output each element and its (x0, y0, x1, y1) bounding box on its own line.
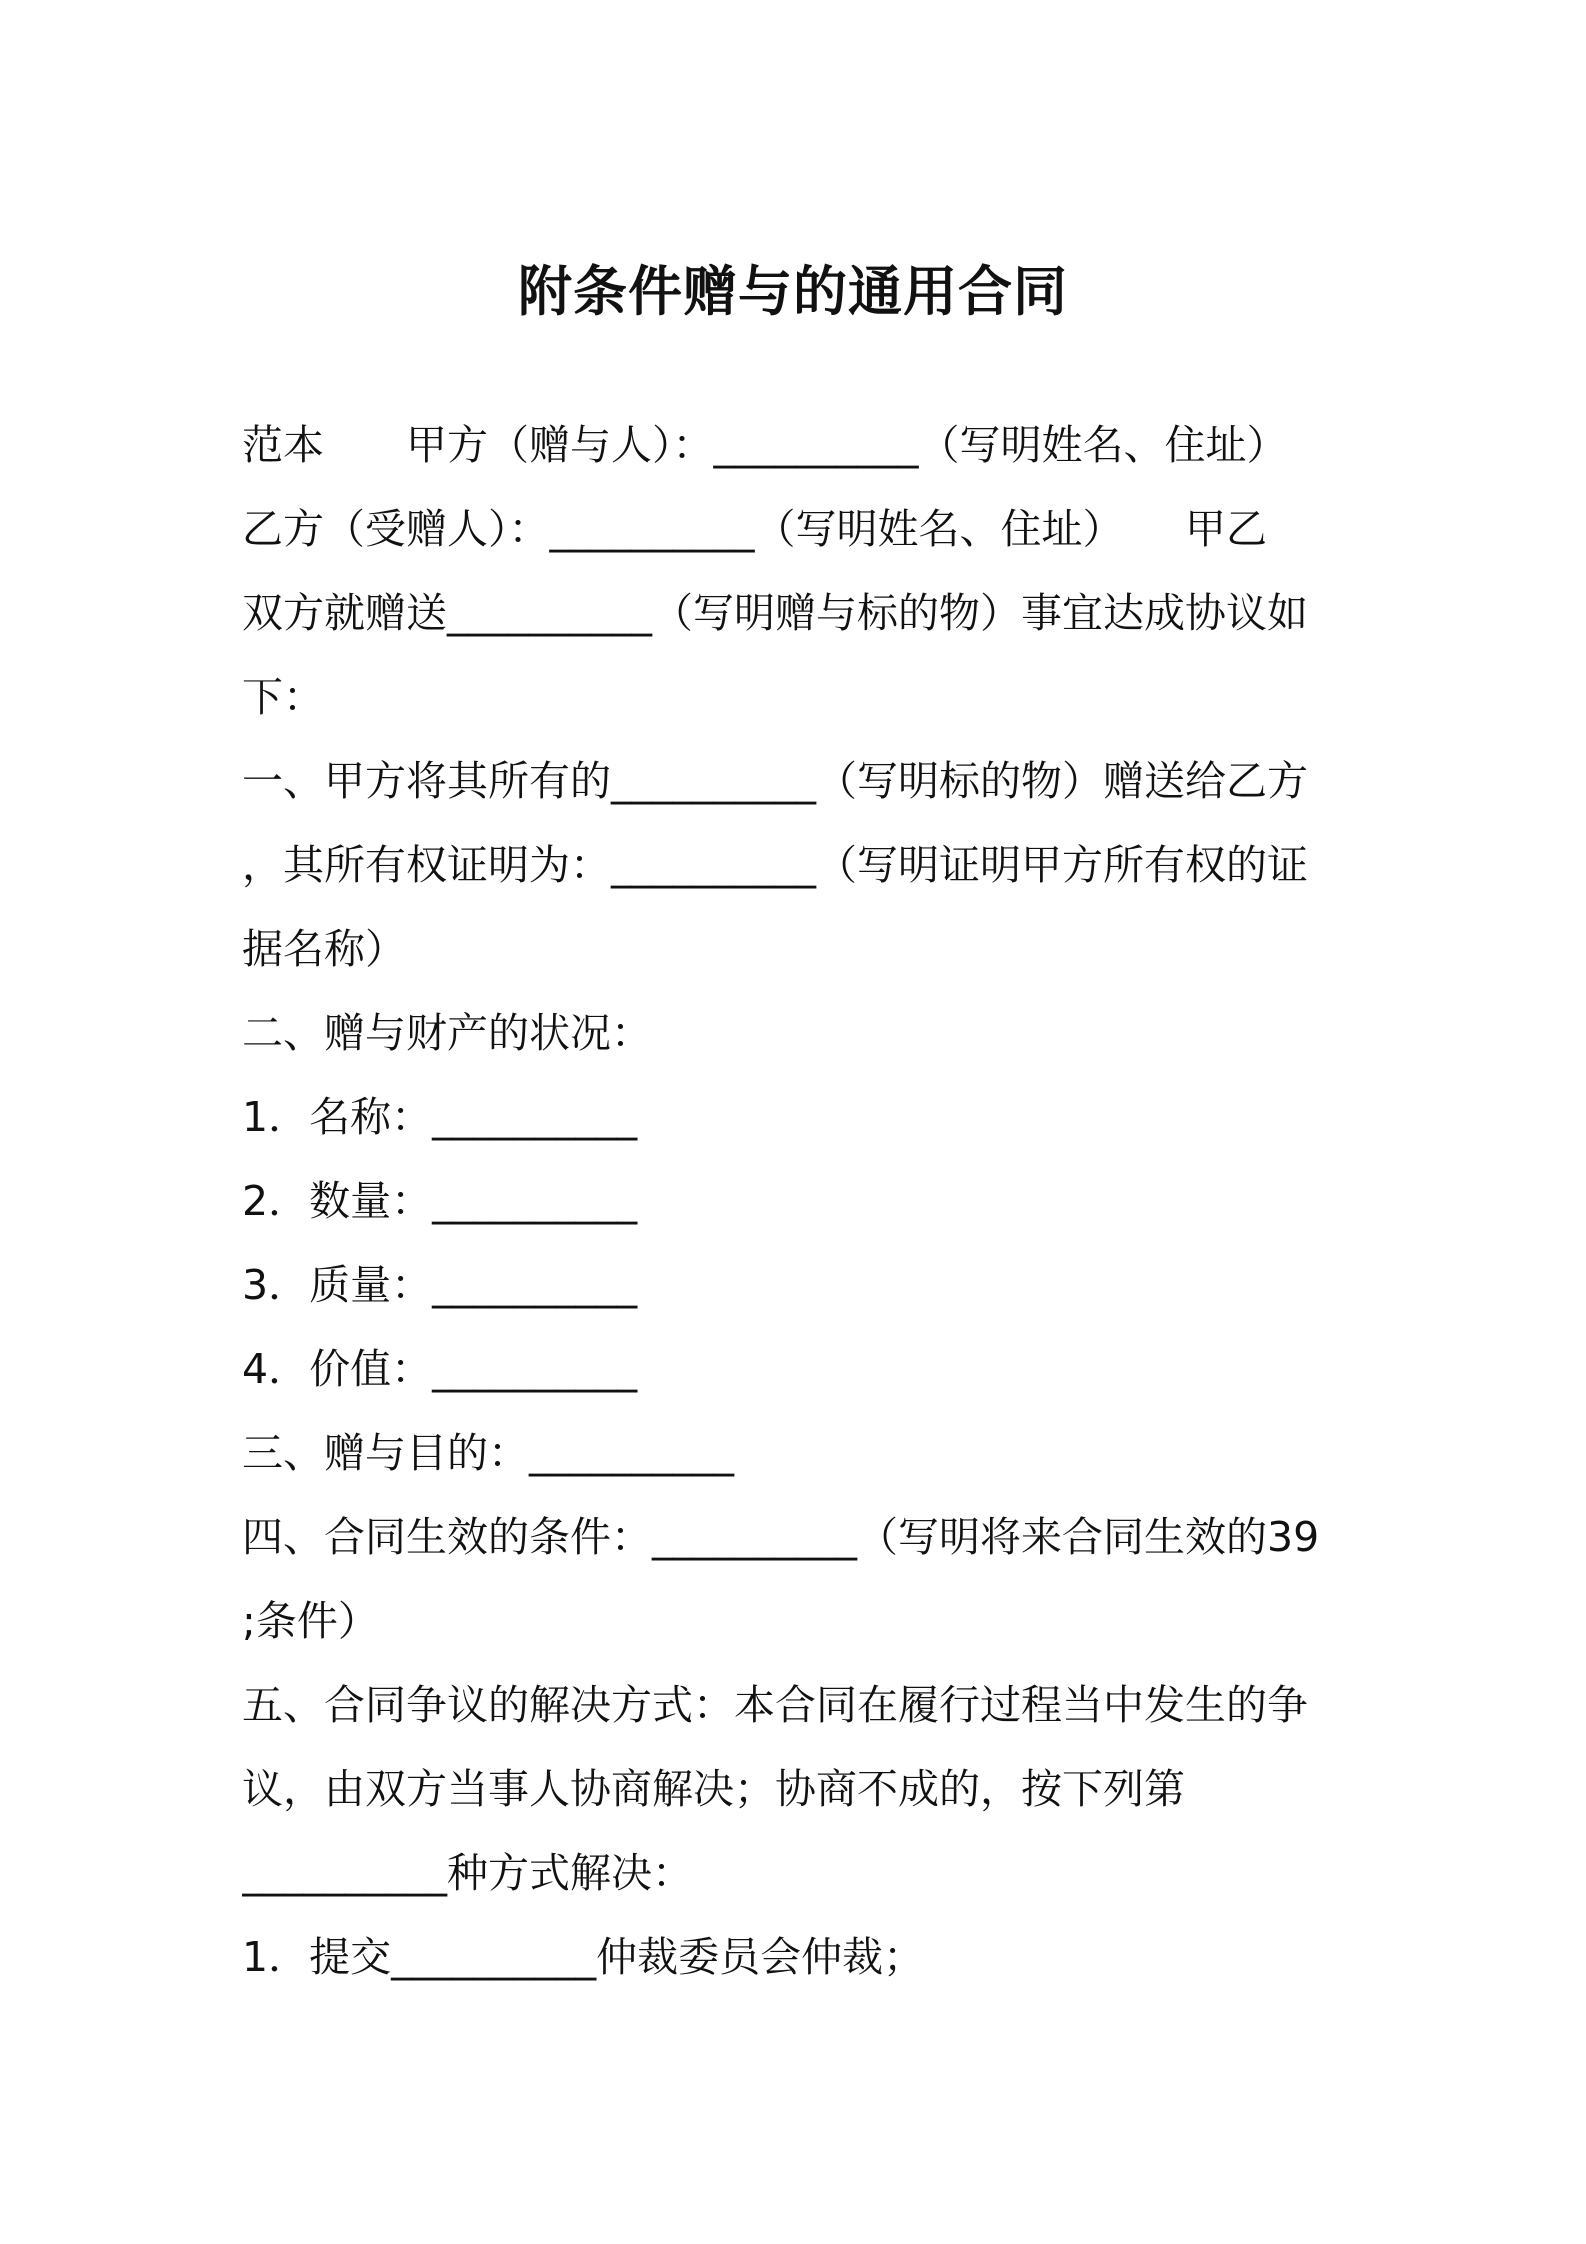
text-line-16: 五、合同争议的解决方式：本合同在履行过程当中发生的争 (242, 1681, 1308, 1729)
text-line-8: 二、赠与财产的状况： (242, 1009, 652, 1057)
text-line-15: ;条件） (242, 1597, 379, 1645)
text-line-14: 四、合同生效的条件：__________（写明将来合同生效的39 (242, 1513, 1320, 1561)
text-line-10: 2．数量：__________ (242, 1177, 638, 1225)
text-line-19: 1．提交__________仲裁委员会仲裁； (242, 1933, 925, 1981)
text-line-3: 双方就赠送__________（写明赠与标的物）事宜达成协议如 (242, 589, 1308, 637)
document-title: 附条件赠与的通用合同 (518, 260, 1068, 323)
text-line-2: 乙方（受赠人）：__________（写明姓名、住址） 甲乙 (242, 505, 1267, 553)
text-line-18: __________种方式解决： (242, 1849, 693, 1897)
text-line-6: ，其所有权证明为：__________（写明证明甲方所有权的证 (242, 841, 1308, 889)
text-line-5: 一、甲方将其所有的__________（写明标的物）赠送给乙方 (242, 757, 1308, 805)
text-line-1: 范本 甲方（赠与人）：__________（写明姓名、住址） (242, 421, 1288, 469)
text-line-12: 4．价值：__________ (242, 1345, 638, 1393)
document-body (242, 403, 1352, 1999)
text-line-7: 据名称） (242, 925, 406, 973)
text-line-4: 下： (242, 673, 324, 721)
text-line-11: 3．质量：__________ (242, 1261, 638, 1309)
text-line-13: 三、赠与目的：__________ (242, 1429, 734, 1477)
text-line-9: 1．名称：__________ (242, 1093, 638, 1141)
text-line-17: 议，由双方当事人协商解决；协商不成的，按下列第 (242, 1765, 1185, 1813)
